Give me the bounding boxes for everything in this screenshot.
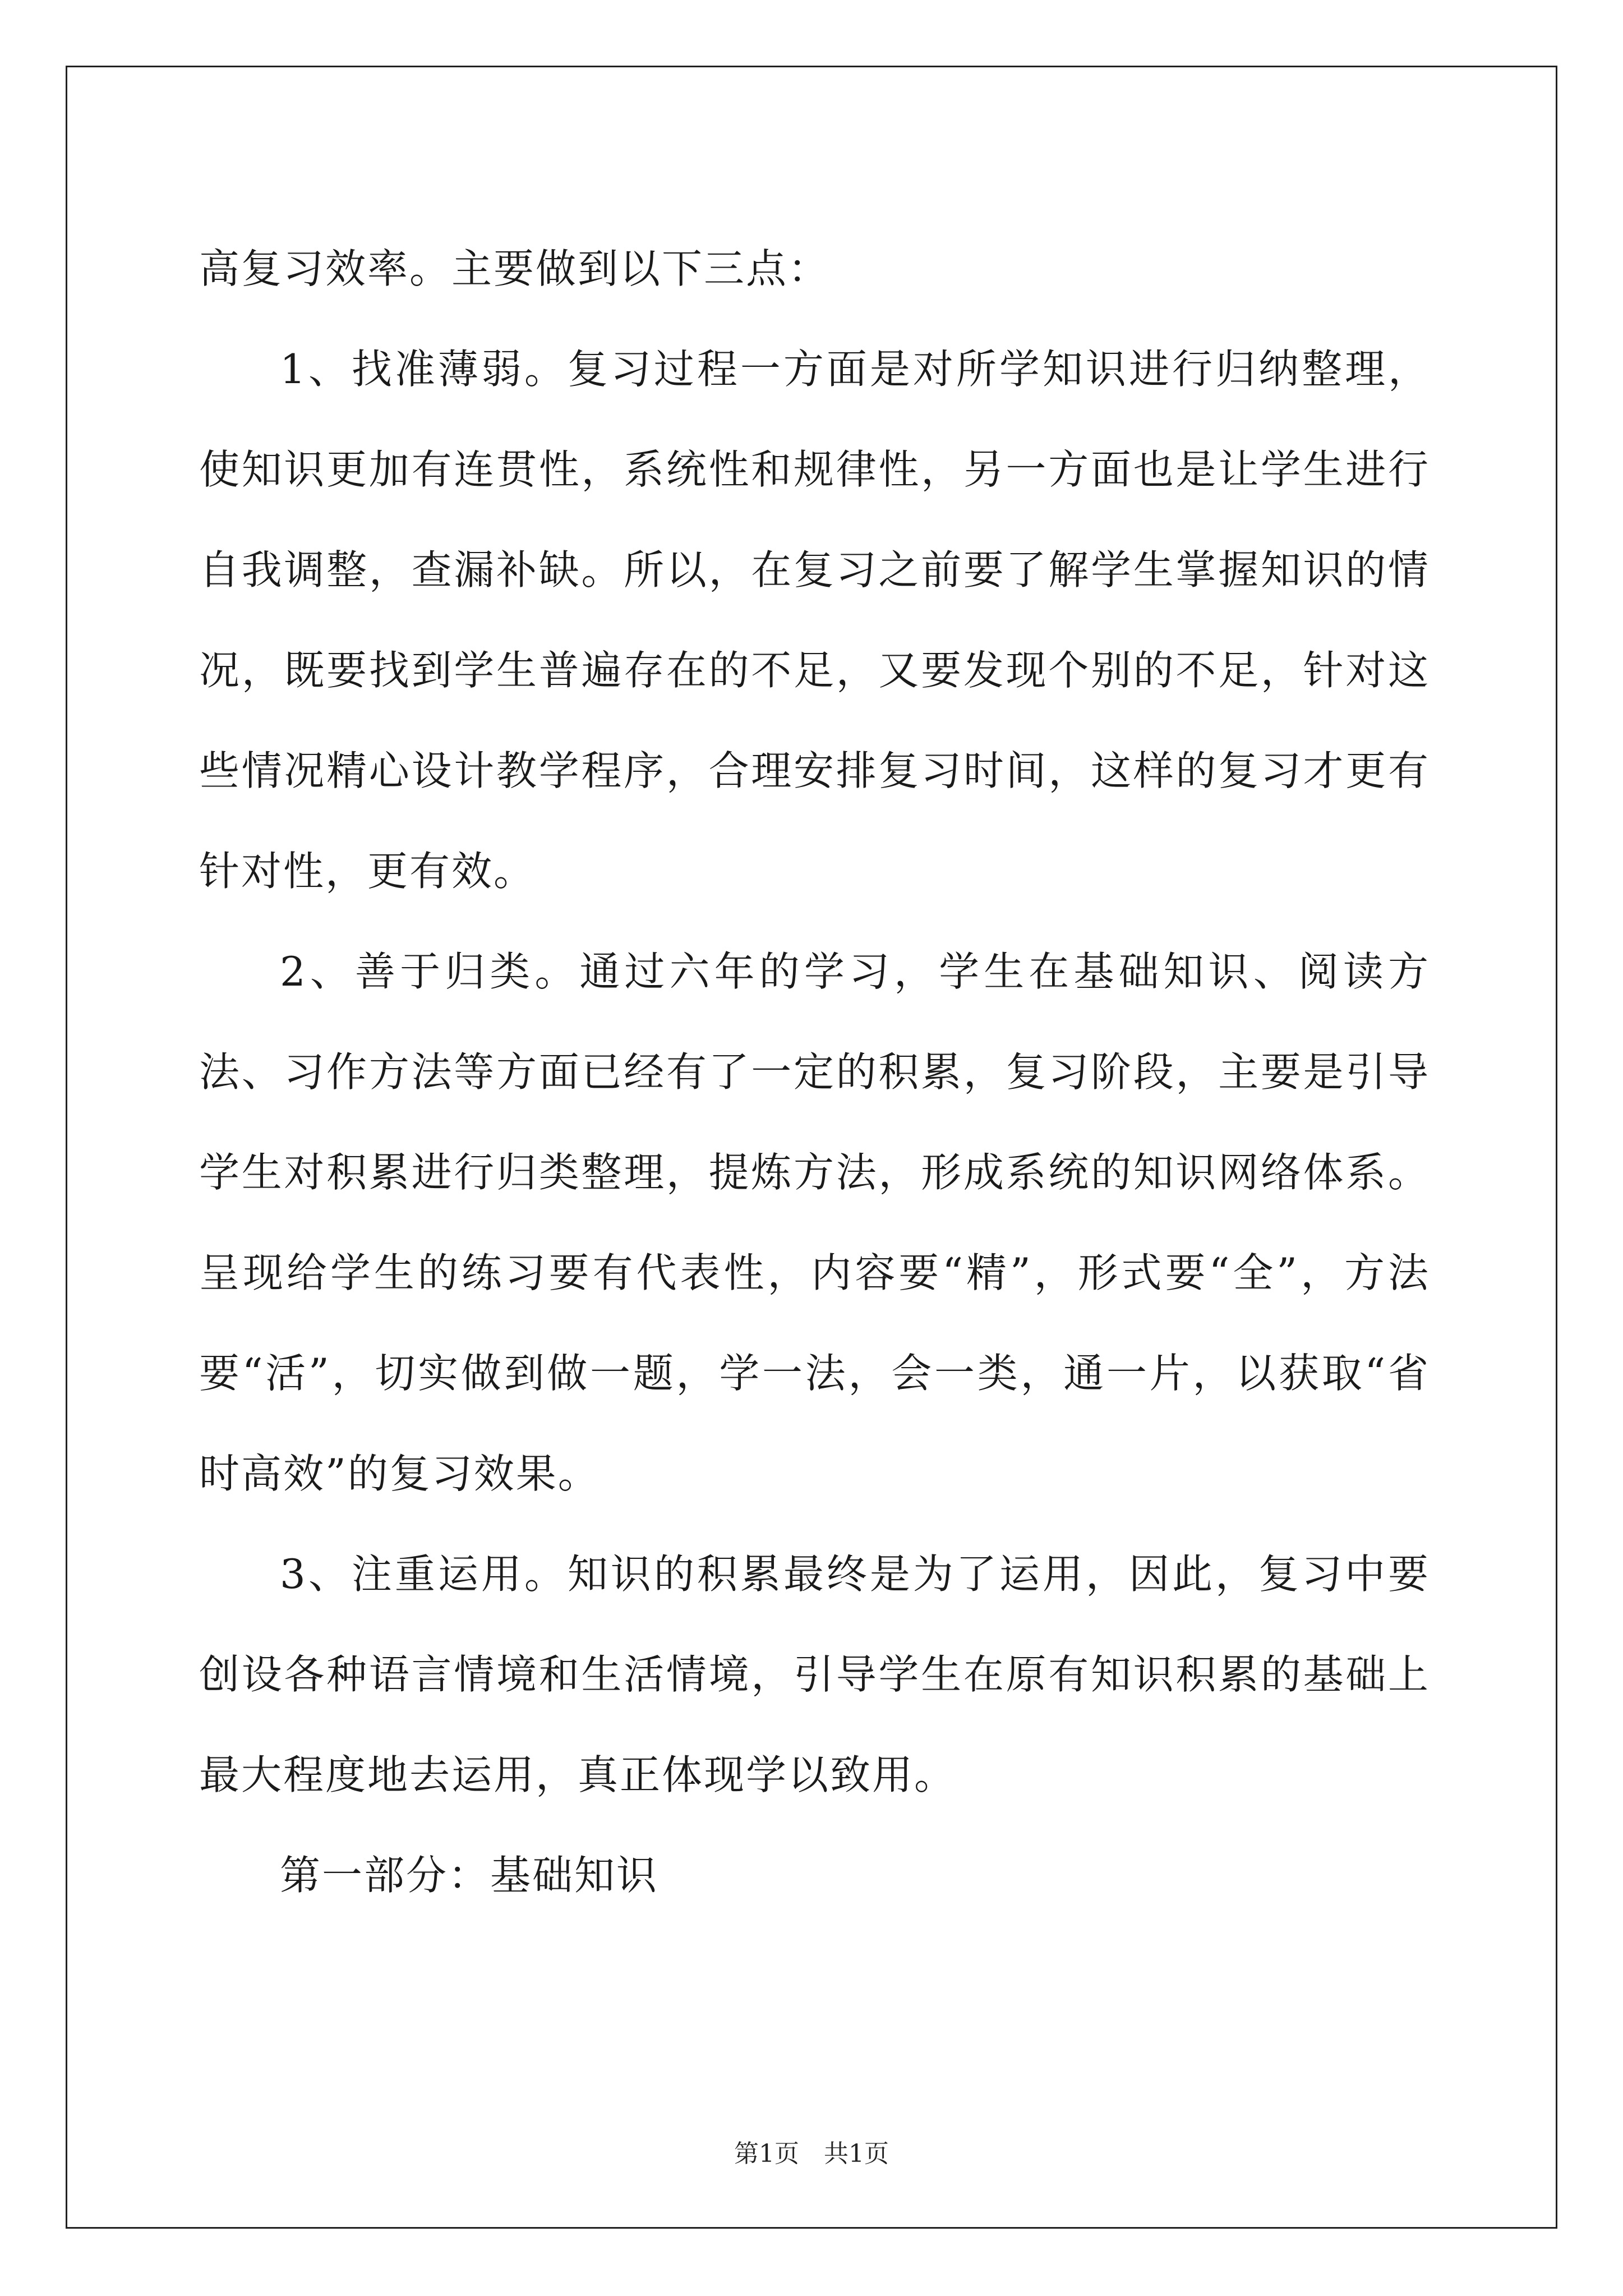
page-footer (0, 2137, 1623, 2171)
paragraph-point-3: 3、注重运用。知识的积累最终是为了运用，因此，复习中要创设各种语言情境和生活情境，引导学生在原有知识积累的基础上最大程度地去运用，真正体现学以致用。 (199, 1550, 1430, 1798)
document-body (199, 219, 1430, 1926)
paragraph-continuation: 高复习效率。主要做到以下三点： (199, 245, 831, 292)
paragraph-point-2: 2、善于归类。通过六年的学习，学生在基础知识、阅读方法、习作方法等方面已经有了一定的积累，复习阶段，主要是引导学生对积累进行归类整理，提炼方法，形成系统的知识网络体系。呈现给学生的练习要有代表性，内容要“精”，形式要“全”，方法要“活”，切实做到做一题，学一法，会一类，通一片，以获取“省时高效”的复习效果。 (199, 948, 1430, 1497)
page-number-label: 第1页 共1页 (734, 2139, 889, 2168)
section-heading: 第一部分：基础知识 (280, 1852, 659, 1899)
paragraph-point-1: 1、找准薄弱。复习过程一方面是对所学知识进行归纳整理，使知识更加有连贯性，系统性和规律性，另一方面也是让学生进行自我调整，查漏补缺。所以，在复习之前要了解学生掌握知识的情况，既要找到学生普遍存在的不足，又要发现个别的不足，针对这些情况精心设计教学程序，合理安排复习时间，这样的复习才更有针对性，更有效。 (199, 346, 1430, 895)
